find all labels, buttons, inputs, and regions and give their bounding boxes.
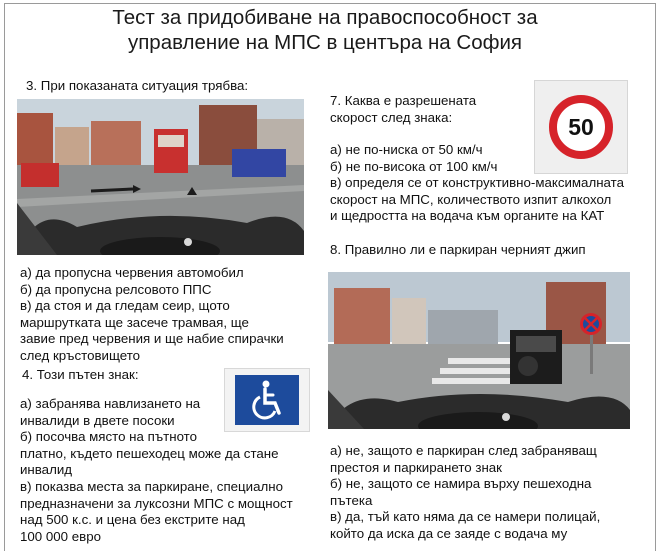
- title-line-2: управление на МПС в центъра на София: [127, 31, 523, 54]
- question-8: 8. Правилно ли е паркиран черният джип: [330, 242, 586, 257]
- answer-7b: б) не по-висока от 100 км/ч: [330, 158, 498, 174]
- answer-4c-line3: над 500 к.с. и цена без екстрите над: [20, 512, 245, 528]
- page-title: [0, 5, 650, 55]
- answer-3c-line4: след кръстовището: [20, 347, 141, 363]
- intersection-scene: [17, 99, 304, 255]
- intersection-photo: [17, 99, 304, 255]
- answer-4c-line4: 100 000 евро: [20, 528, 102, 544]
- question-3: 3. При показаната ситуация трябва:: [26, 78, 249, 93]
- answer-8c-line2: който да иска да се заяде с водача му: [330, 525, 568, 541]
- parked-jeep-scene: [328, 272, 630, 429]
- question-7-line1: 7. Каква е разрешената: [330, 93, 477, 108]
- answer-3b: б) да пропусна релсовото ППС: [20, 281, 212, 297]
- question-4-answers: [20, 396, 293, 545]
- answer-7c-line2: скорост на МПС, количеството изпит алкохол: [330, 191, 612, 207]
- answer-3c-line2: маршрутката ще засече трамвая, ще: [20, 314, 249, 330]
- answer-4c-line2: предназначени за луксозни МПС с мощност: [20, 495, 293, 511]
- answer-7a: а) не по-ниска от 50 км/ч: [330, 142, 483, 157]
- answer-4a: а) забранява навлизането на: [20, 396, 201, 411]
- answer-3c: в) да стоя и да гледам сеир, щото: [20, 298, 230, 314]
- answer-4b: б) посочва място на пътното: [20, 429, 198, 445]
- answer-8c: в) да, тъй като няма да се намери полицай,: [330, 509, 601, 525]
- answer-3c-line3: завие пред червения и ще набие спирачки: [20, 331, 284, 347]
- question-7: [330, 93, 476, 126]
- question-8-answers: [330, 443, 600, 543]
- answer-8b-line2: пътека: [330, 492, 373, 508]
- answer-8a-line2: престоя и паркирането знак: [330, 459, 502, 475]
- answer-4c: в) показва места за паркиране, специално: [20, 478, 283, 494]
- question-7-line2: скорост след знака:: [330, 109, 453, 125]
- answer-4b-line3: инвалид: [20, 462, 73, 478]
- title-line-1: Тест за придобиване на правоспособност за: [112, 6, 538, 29]
- page-bottom-strip: [0, 551, 660, 559]
- question-3-answers: [20, 265, 284, 365]
- answer-7c-line3: и щедростта на водача към органите на КАТ: [330, 208, 605, 224]
- answer-8b: б) не, защото се намира върху пешеходна: [330, 476, 592, 492]
- question-7-answers: [330, 142, 624, 225]
- parking-photo: [328, 272, 630, 429]
- answer-4a-line2: инвалиди в двете посоки: [20, 412, 175, 428]
- speed-limit-value: 50: [568, 114, 594, 140]
- answer-8a: а) не, защото е паркиран след забраняващ: [330, 443, 597, 458]
- answer-7c: в) определя се от конструктивно-максималната: [330, 175, 624, 191]
- question-4: 4. Този пътен знак:: [22, 367, 139, 382]
- answer-3a: а) да пропусна червения автомобил: [20, 265, 244, 280]
- answer-4b-line2: платно, където пешеходец може да стане: [20, 445, 279, 461]
